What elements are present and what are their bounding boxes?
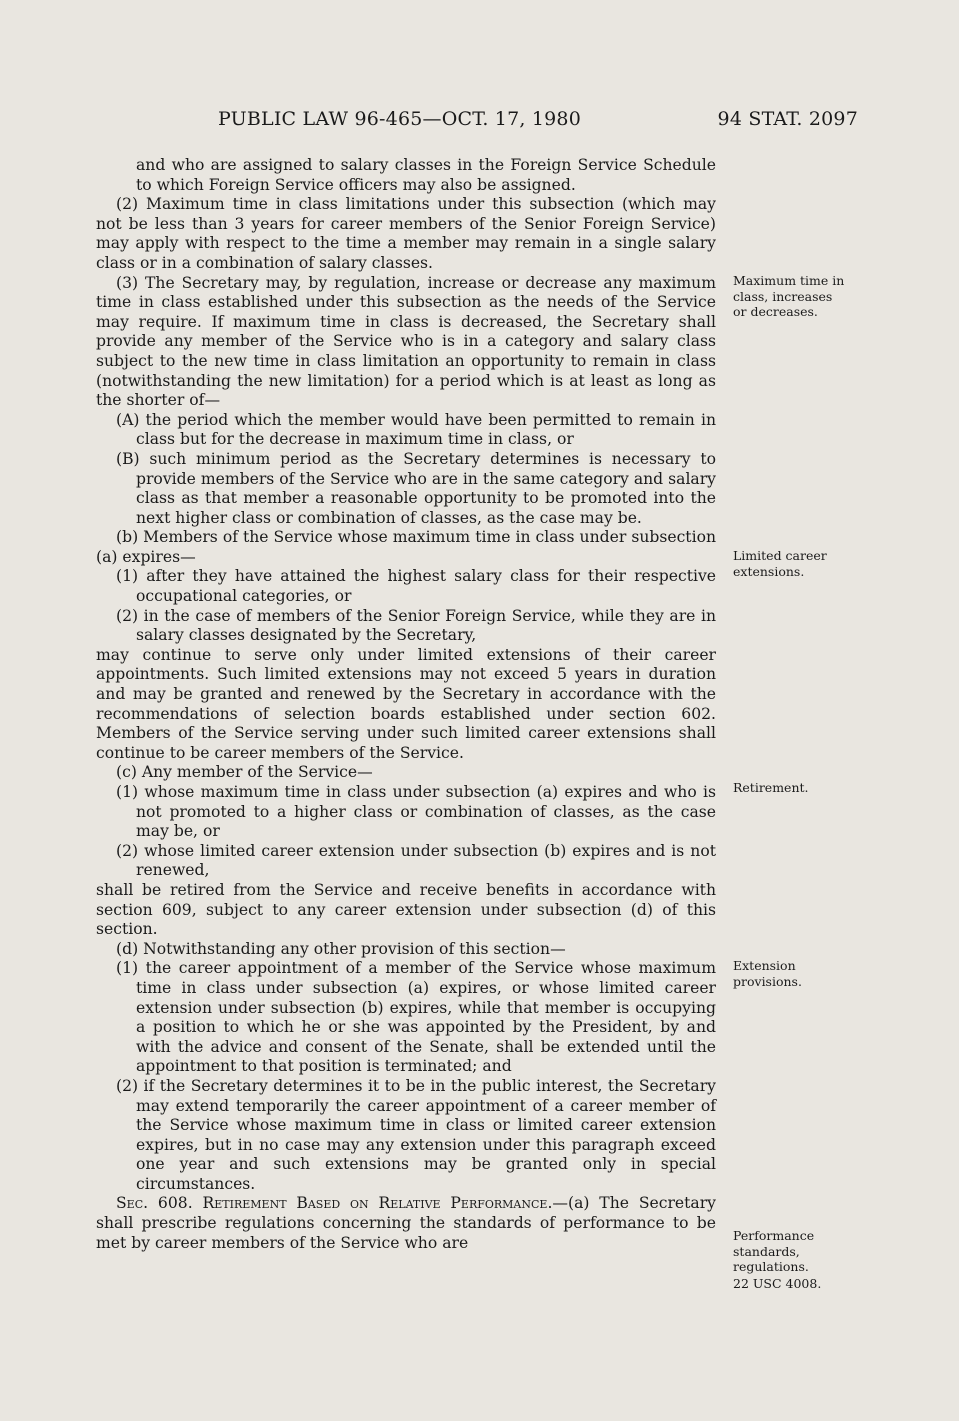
paragraph: (2) whose limited career extension under subsection (b) expires and is not renewed, [116, 841, 716, 880]
margin-note-extension: Extension provisions. [733, 958, 802, 989]
paragraph: (d) Notwithstanding any other provision of this section— [116, 939, 566, 958]
section-title: Retirement Based on Relative Performance. [202, 1194, 553, 1213]
margin-note-performance: Performance standards, regulations. [733, 1228, 815, 1274]
paragraph: (2) in the case of members of the Senior Foreign Service, while they are in salary classes designated by the Secretary, [116, 606, 716, 645]
paragraph: (3) The Secretary may, by regulation, increase or decrease any maximum time in class established under this subsection as the needs of the Service may require. If maximum time in class is decreased, the Secretary shall provide any member of the Service who is in a category and salary class subject to the new time in class limitation an opportunity to remain in class (notwithstanding the new limitation) for a period which is at least as long as the shorter of— [96, 273, 716, 410]
margin-note-retirement: Retirement. [733, 780, 809, 795]
paragraph: (b) Members of the Service whose maximum time in class under subsection (a) expires— [96, 528, 716, 566]
body-text [96, 156, 716, 1253]
paragraph: may continue to serve only under limited extensions of their career appointments. Such limited extensions may not exceed 5 years in duration and may be granted and renewed by the Secretary in accordance with the recommendations of selection boards established under section 602. Members of the Service serving under such limited career extensions shall continue to be career members of the Service. [96, 645, 716, 762]
section-number: Sec. 608. [116, 1194, 193, 1213]
paragraph: (A) the period which the member would have been permitted to remain in class but for the decrease in maximum time in class, or [116, 410, 716, 449]
paragraph: (B) such minimum period as the Secretary determines is necessary to provide members of the Service who are in the same category and salary class as that member a reasonable opportunity to be promoted into the next higher class or combination of classes, as the case may be. [116, 449, 716, 527]
section-text: —(a) The Secretary shall prescribe regulations concerning the standards of performance to be met by career members of the Service who are [96, 1194, 716, 1252]
paragraph: (1) after they have attained the highest salary class for their respective occupational categories, or [116, 567, 716, 606]
paragraph: (1) the career appointment of a member of the Service whose maximum time in class under subsection (a) expires, or whose limited career extension under subsection (b) expires, while that member is occupying a position to which he or she was appointed by the President, by and with the advice and consent of the Senate, shall be extended until the appointment to that position is terminated; and [116, 959, 716, 1076]
paragraph: (2) if the Secretary determines it to be in the public interest, the Secretary may extend temporarily the career appointment of a career member of the Service whose maximum time in class or limited career extension expires, but in no case may any extension under this paragraph exceed one year and such extensions may be granted only in special circumstances. [116, 1076, 716, 1193]
paragraph: (1) whose maximum time in class under subsection (a) expires and who is not promoted to a higher class or combination of classes, as the case may be, or [116, 783, 716, 841]
paragraph: (c) Any member of the Service— [116, 763, 373, 782]
margin-note-limited-career: Limited career extensions. [733, 548, 827, 579]
section-paragraph [96, 1194, 716, 1253]
paragraph: and who are assigned to salary classes in the Foreign Service Schedule to which Foreign Service officers may also be assigned. [136, 156, 716, 194]
header-stat-citation: 94 STAT. 2097 [717, 108, 858, 130]
paragraph: shall be retired from the Service and receive benefits in accordance with section 609, subject to any career extension under subsection (d) of this section. [96, 880, 716, 939]
margin-note-max-time: Maximum time in class, increases or decreases. [733, 273, 845, 319]
margin-note-usc: 22 USC 4008. [733, 1276, 822, 1291]
paragraph: (2) Maximum time in class limitations under this subsection (which may not be less than 3 years for career members of the Senior Foreign Service) may apply with respect to the time a member may remain in a single salary class or in a combination of salary classes. [96, 195, 716, 272]
page-header [96, 108, 858, 134]
header-law-citation: PUBLIC LAW 96-465—OCT. 17, 1980 [218, 108, 582, 130]
